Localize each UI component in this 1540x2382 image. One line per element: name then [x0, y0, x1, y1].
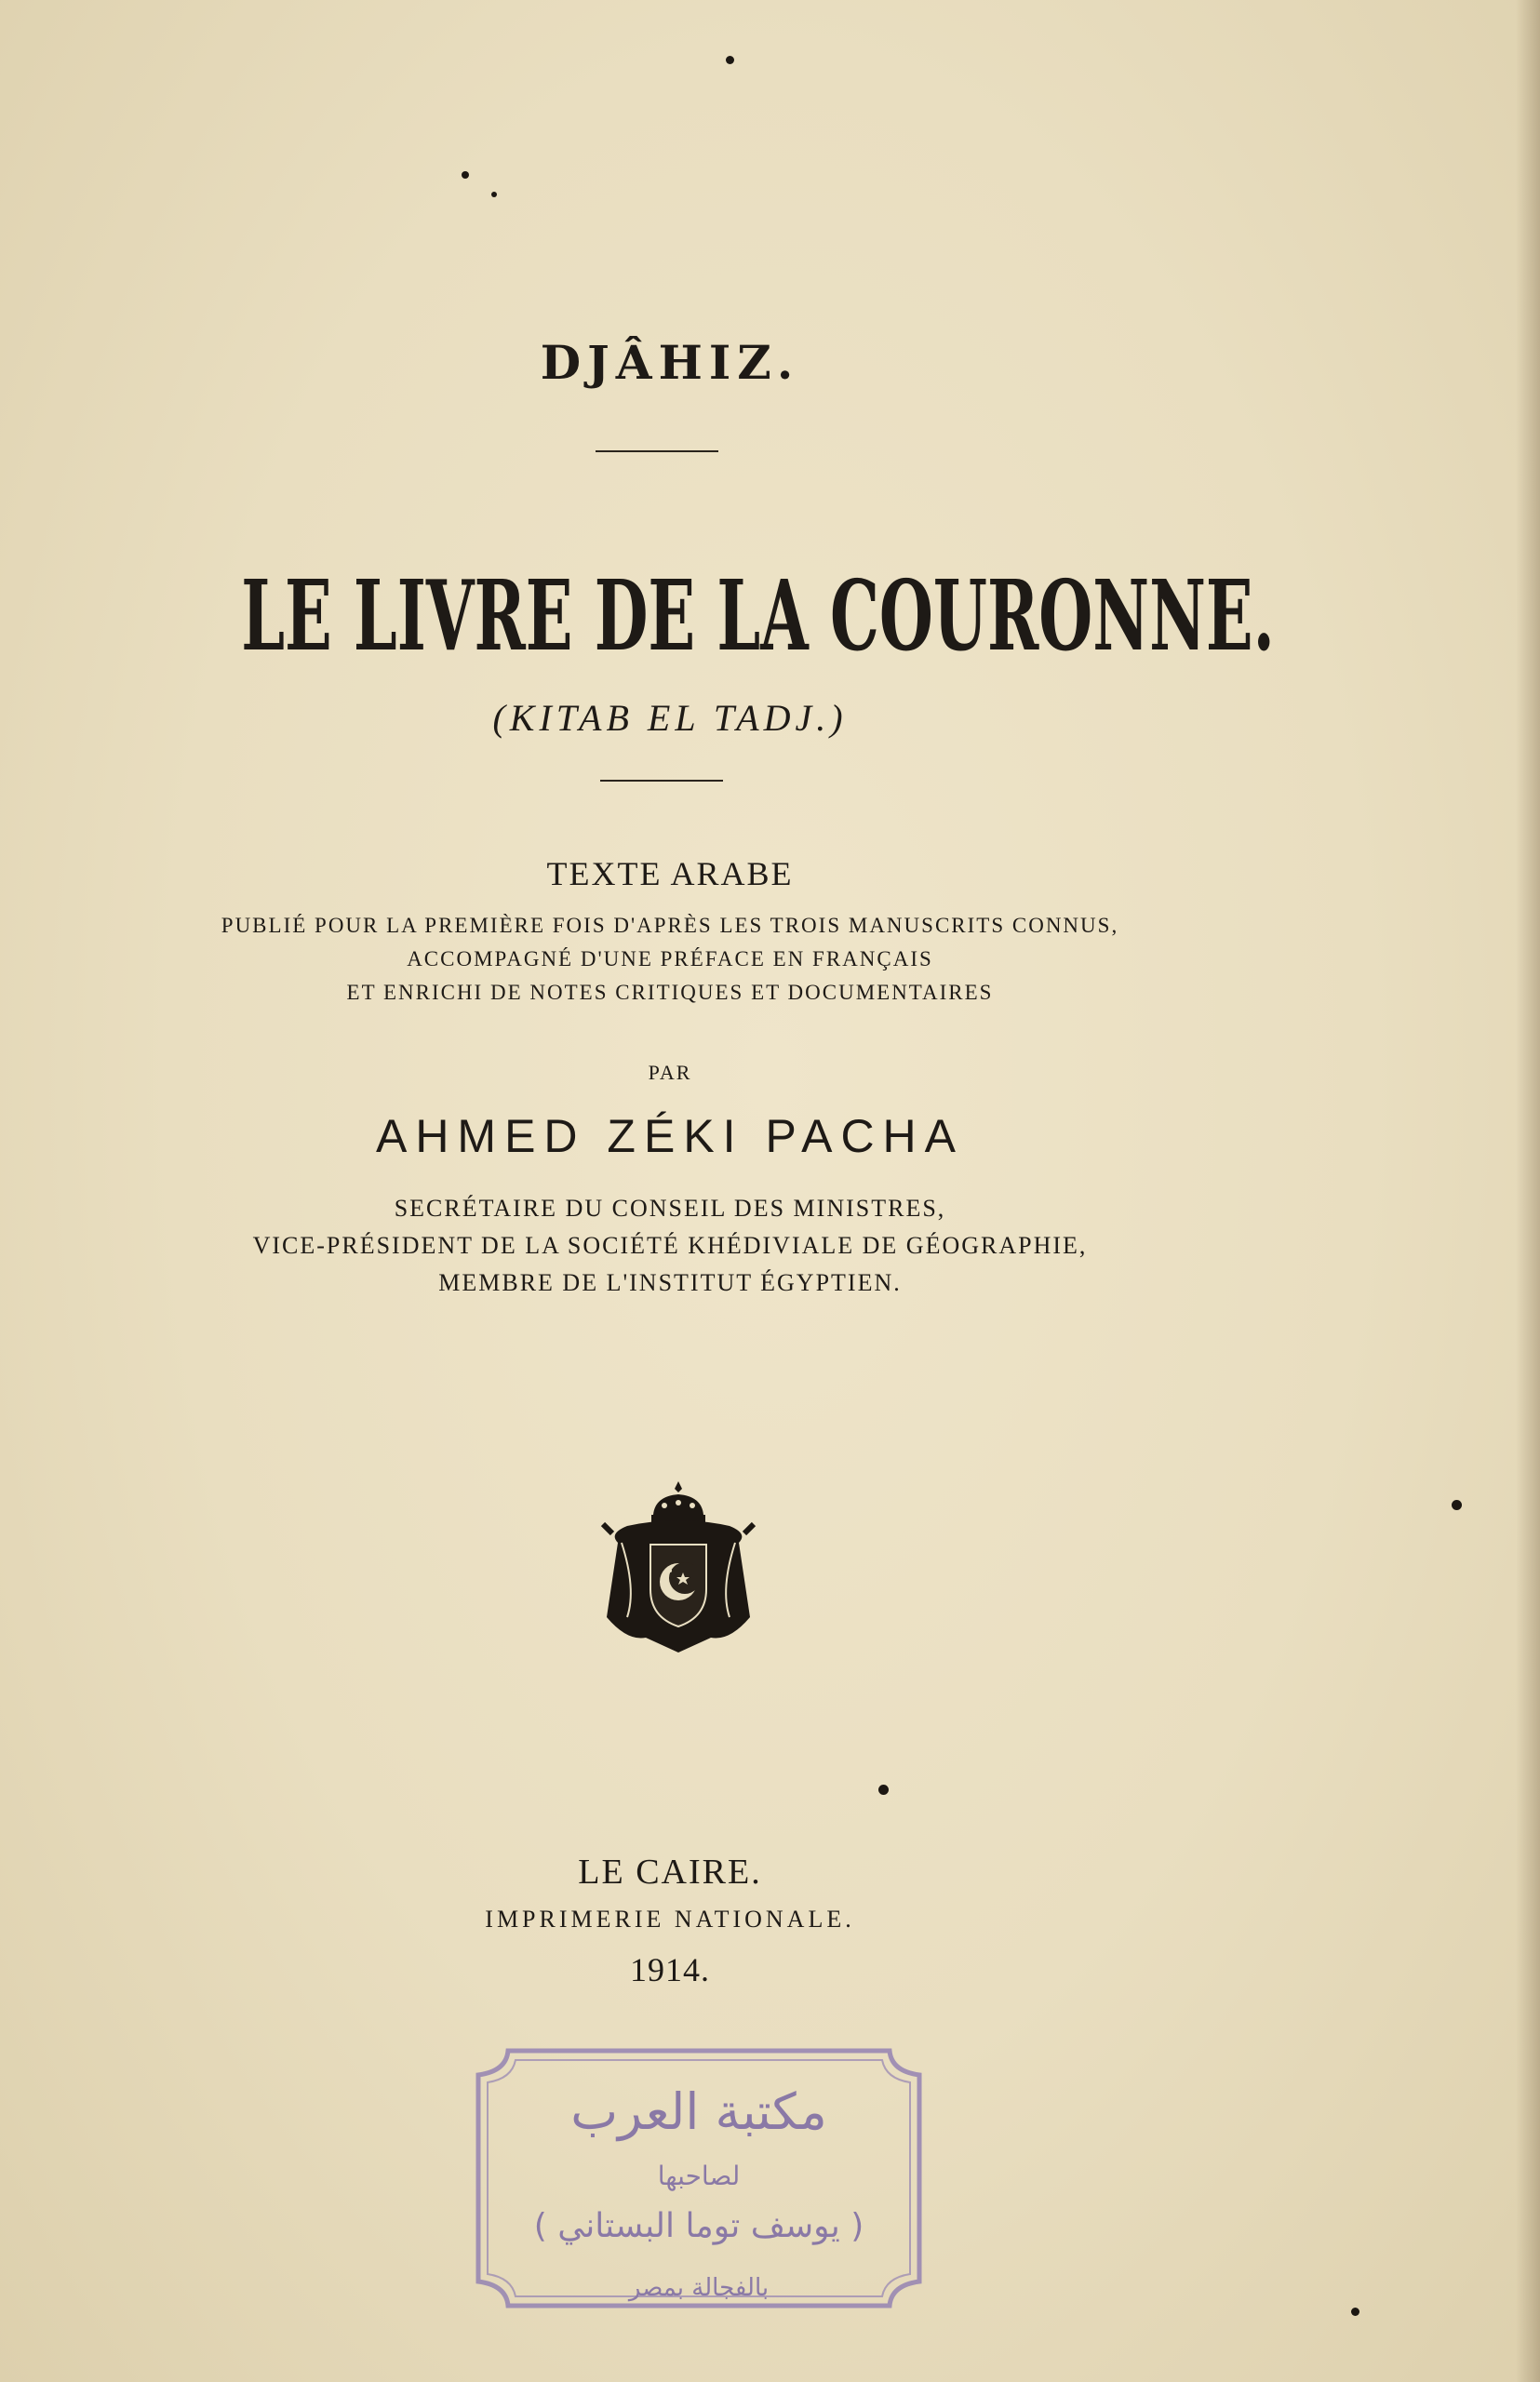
imprint-city: LE CAIRE. [578, 1853, 762, 1892]
stamp-location: بالفجالة بمصر [628, 2274, 770, 2302]
stamp-owner-label: لصاحبها [657, 2161, 741, 2191]
author-name: DJÂHIZ. [540, 335, 800, 390]
book-subtitle: (KITAB EL TADJ.) [492, 697, 848, 739]
royal-coat-of-arms-icon [599, 1478, 757, 1660]
ink-speck [491, 192, 497, 197]
affiliation-line: VICE-PRÉSIDENT DE LA SOCIÉTÉ KHÉDIVIALE DE GÉOGRAPHIE, [252, 1232, 1088, 1259]
ink-speck [878, 1785, 889, 1795]
divider-rule [596, 450, 718, 452]
text-type: TEXTE ARABE [546, 855, 794, 892]
affiliation-line: MEMBRE DE L'INSTITUT ÉGYPTIEN. [438, 1269, 902, 1296]
description-line: PUBLIÉ POUR LA PREMIÈRE FOIS D'APRÈS LES TROIS MANUSCRITS CONNUS, [221, 914, 1119, 937]
ink-speck [1351, 2308, 1359, 2316]
ink-speck [726, 56, 734, 64]
stamp-owner-name: ( يوسف توما البستاني ) [533, 2207, 864, 2245]
imprint-year: 1914. [630, 1951, 710, 1988]
by-label: PAR [648, 1061, 692, 1084]
description-line: ACCOMPAGNÉ D'UNE PRÉFACE EN FRANÇAIS [407, 947, 933, 970]
page-edge-shadow [1516, 0, 1540, 2382]
imprint-press: IMPRIMERIE NATIONALE. [485, 1906, 855, 1933]
divider-rule [600, 780, 723, 782]
affiliation-line: SECRÉTAIRE DU CONSEIL DES MINISTRES, [394, 1195, 946, 1222]
book-title: LE LIVRE DE LA COURONNE. [241, 558, 1275, 673]
translator-name: AHMED ZÉKI PACHA [375, 1110, 965, 1162]
stamp-library-name: مكتبة العرب [570, 2082, 827, 2141]
ink-speck [1452, 1500, 1462, 1510]
description-line: ET ENRICHI DE NOTES CRITIQUES ET DOCUMENTAIRES [346, 981, 994, 1004]
ink-speck [462, 171, 469, 179]
